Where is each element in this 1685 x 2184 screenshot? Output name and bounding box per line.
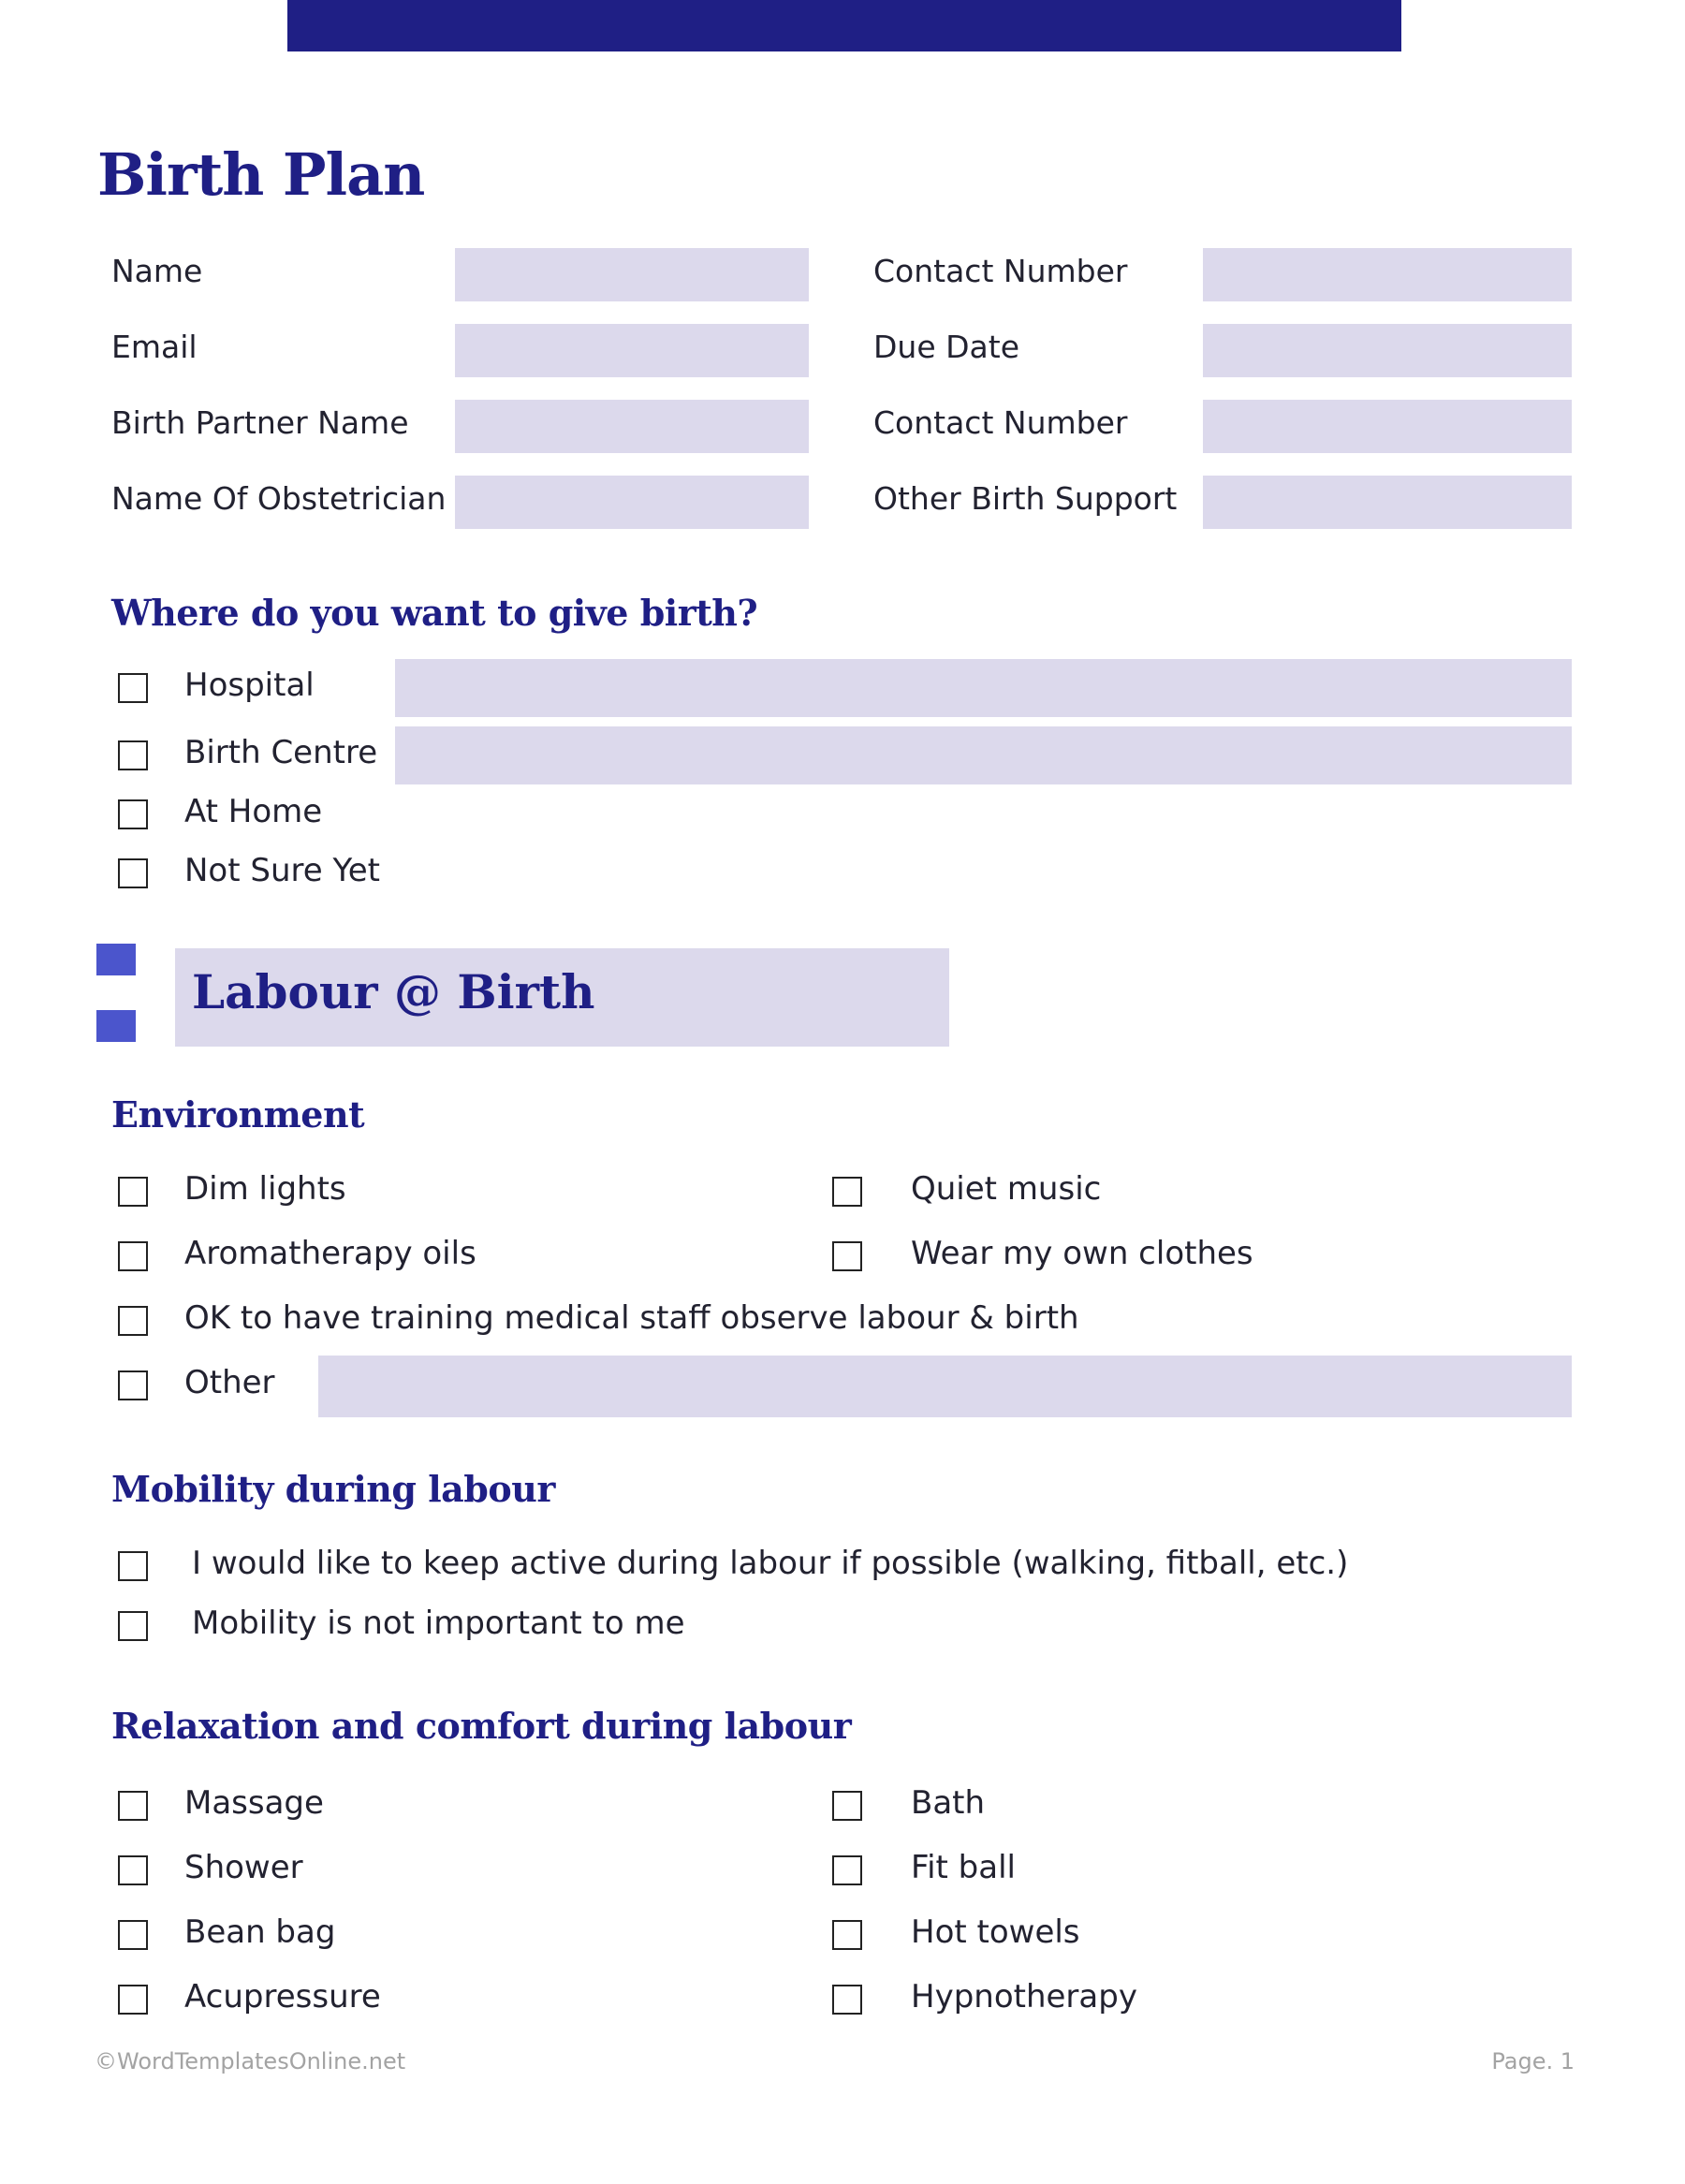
fit-ball-checkbox[interactable] <box>832 1855 862 1885</box>
mobility-heading: Mobility during labour <box>111 1468 555 1510</box>
birth-centre-checkbox[interactable] <box>118 740 148 770</box>
at-home-checkbox[interactable] <box>118 799 148 829</box>
hospital-details-field[interactable] <box>395 659 1572 717</box>
aromatherapy-oils-checkbox[interactable] <box>118 1241 148 1271</box>
contact-number-label: Contact Number <box>873 253 1128 289</box>
environment-other-label: Other <box>184 1364 275 1401</box>
banner-accent-square-bottom <box>96 1010 136 1042</box>
due-date-label: Due Date <box>873 329 1019 365</box>
environment-other-field[interactable] <box>318 1356 1572 1417</box>
training-staff-observe-label: OK to have training medical staff observe labour & birth <box>184 1299 1079 1337</box>
footer-copyright: ©WordTemplatesOnline.net <box>95 2048 406 2074</box>
massage-label: Massage <box>184 1784 324 1822</box>
contact-number-field[interactable] <box>1203 248 1572 301</box>
hospital-checkbox[interactable] <box>118 673 148 703</box>
bath-label: Bath <box>911 1784 986 1822</box>
environment-other-checkbox[interactable] <box>118 1370 148 1400</box>
email-label: Email <box>111 329 198 365</box>
shower-label: Shower <box>184 1849 303 1886</box>
name-field[interactable] <box>455 248 809 301</box>
dim-lights-checkbox[interactable] <box>118 1177 148 1207</box>
dim-lights-label: Dim lights <box>184 1170 346 1208</box>
due-date-field[interactable] <box>1203 324 1572 377</box>
not-sure-yet-label: Not Sure Yet <box>184 852 380 889</box>
hypnotherapy-label: Hypnotherapy <box>911 1978 1137 2015</box>
birth-centre-details-field[interactable] <box>395 726 1572 784</box>
name-label: Name <box>111 253 203 289</box>
shower-checkbox[interactable] <box>118 1855 148 1885</box>
birth-centre-label: Birth Centre <box>184 734 378 771</box>
bath-checkbox[interactable] <box>832 1791 862 1821</box>
acupressure-checkbox[interactable] <box>118 1985 148 2015</box>
partner-contact-number-field[interactable] <box>1203 400 1572 453</box>
keep-active-label: I would like to keep active during labour if possible (walking, fitball, etc.) <box>192 1545 1349 1582</box>
aromatherapy-oils-label: Aromatherapy oils <box>184 1235 476 1272</box>
where-heading: Where do you want to give birth? <box>111 592 758 634</box>
mobility-not-important-checkbox[interactable] <box>118 1611 148 1641</box>
hot-towels-checkbox[interactable] <box>832 1920 862 1950</box>
top-accent-bar <box>287 0 1401 51</box>
relaxation-heading: Relaxation and comfort during labour <box>111 1705 852 1747</box>
other-birth-support-label: Other Birth Support <box>873 480 1178 517</box>
hospital-label: Hospital <box>184 667 315 704</box>
page-title: Birth Plan <box>97 140 425 209</box>
birth-partner-name-label: Birth Partner Name <box>111 404 409 441</box>
training-staff-observe-checkbox[interactable] <box>118 1306 148 1336</box>
hypnotherapy-checkbox[interactable] <box>832 1985 862 2015</box>
massage-checkbox[interactable] <box>118 1791 148 1821</box>
quiet-music-checkbox[interactable] <box>832 1177 862 1207</box>
obstetrician-name-label: Name Of Obstetrician <box>111 480 447 517</box>
email-field[interactable] <box>455 324 809 377</box>
hot-towels-label: Hot towels <box>911 1913 1080 1951</box>
footer-page-number: Page. 1 <box>1491 2048 1575 2074</box>
at-home-label: At Home <box>184 793 323 830</box>
wear-own-clothes-checkbox[interactable] <box>832 1241 862 1271</box>
environment-heading: Environment <box>111 1093 365 1136</box>
bean-bag-checkbox[interactable] <box>118 1920 148 1950</box>
other-birth-support-field[interactable] <box>1203 476 1572 529</box>
keep-active-checkbox[interactable] <box>118 1551 148 1581</box>
banner-accent-square-top <box>96 944 136 975</box>
obstetrician-name-field[interactable] <box>455 476 809 529</box>
wear-own-clothes-label: Wear my own clothes <box>911 1235 1253 1272</box>
section-banner-title: Labour @ Birth <box>192 964 595 1019</box>
not-sure-yet-checkbox[interactable] <box>118 858 148 888</box>
quiet-music-label: Quiet music <box>911 1170 1102 1208</box>
birth-partner-name-field[interactable] <box>455 400 809 453</box>
partner-contact-number-label: Contact Number <box>873 404 1128 441</box>
bean-bag-label: Bean bag <box>184 1913 336 1951</box>
fit-ball-label: Fit ball <box>911 1849 1016 1886</box>
mobility-not-important-label: Mobility is not important to me <box>192 1605 685 1642</box>
acupressure-label: Acupressure <box>184 1978 381 2015</box>
